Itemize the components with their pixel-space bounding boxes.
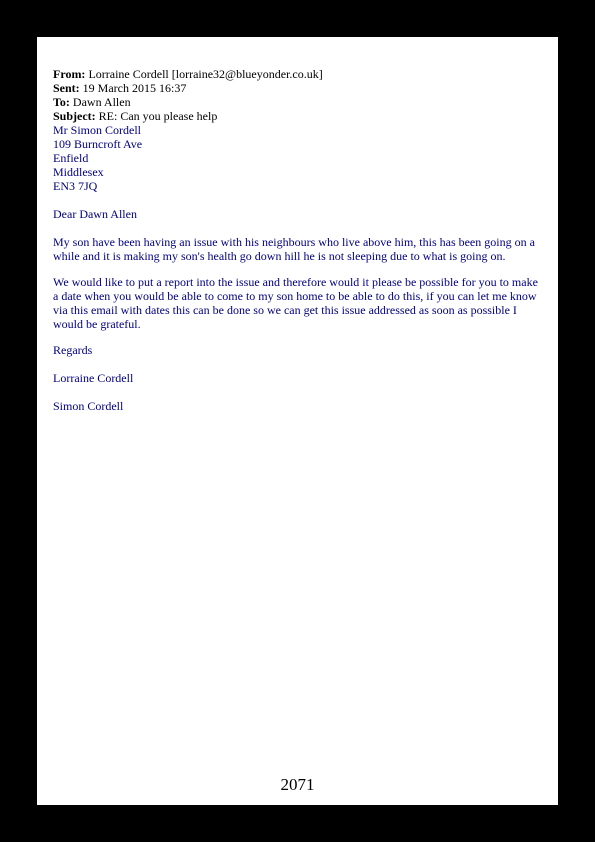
address-block (53, 123, 543, 193)
sent-label: Sent: (53, 81, 80, 95)
address-line: Enfield (53, 151, 89, 165)
from-label: From: (53, 67, 86, 81)
email-body (53, 123, 543, 413)
greeting: Dear Dawn Allen (53, 207, 137, 221)
subject-row (53, 109, 543, 123)
closing: Regards (53, 343, 93, 357)
from-row (53, 67, 543, 81)
subject-value: RE: Can you please help (98, 109, 218, 123)
body-paragraph: My son have been having an issue with his neighbours who live above him, this has been going on a while and it is making my son's health go down hill he is not sleeping due to what is going on. (53, 235, 535, 263)
from-value: Lorraine Cordell [lorraine32@blueyonder.co.uk] (88, 67, 323, 81)
to-value: Dawn Allen (72, 95, 131, 109)
subject-label: Subject: (53, 109, 96, 123)
address-line: 109 Burncroft Ave (53, 137, 143, 151)
signature: Simon Cordell (53, 399, 124, 413)
address-line: EN3 7JQ (53, 179, 98, 193)
body-paragraph: We would like to put a report into the issue and therefore would it please be possible for you to make a date when you would be able to come to my son home to be able to do this, if you can let me know via this email with dates this can be done so we can get this issue addressed as soon as possible I would be grateful. (53, 275, 538, 331)
page-number: 2071 (280, 775, 315, 794)
to-label: To: (53, 95, 70, 109)
sent-value: 19 March 2015 16:37 (82, 81, 187, 95)
email-header (53, 67, 543, 123)
address-line: Mr Simon Cordell (53, 123, 142, 137)
address-line: Middlesex (53, 165, 104, 179)
to-row (53, 95, 543, 109)
document-page (37, 37, 558, 805)
sent-row (53, 81, 543, 95)
signature: Lorraine Cordell (53, 371, 134, 385)
